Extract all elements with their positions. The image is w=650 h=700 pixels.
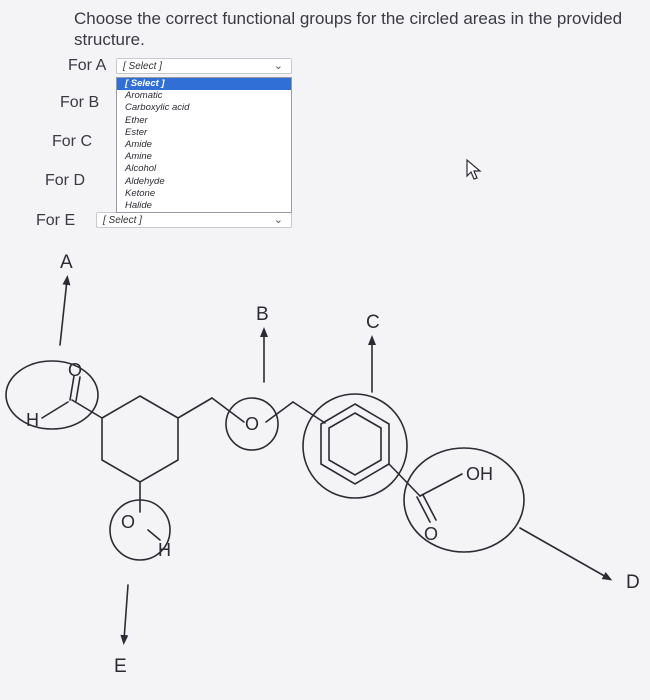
label-c: C: [366, 312, 380, 333]
label-for-d: For D: [45, 172, 85, 189]
bond-o-h: [148, 530, 160, 540]
dropdown-option-amine[interactable]: Amine: [125, 151, 152, 163]
atom-o-ether: O: [245, 414, 260, 434]
label-for-b: For B: [60, 94, 100, 111]
select-for-a-value: [ Select ]: [123, 61, 162, 72]
arrow-a: [60, 280, 67, 345]
bond-co-double-1: [417, 497, 430, 522]
bond-h-c: [42, 402, 68, 418]
cyclohexane-ring: [102, 396, 178, 482]
label-d: D: [626, 572, 640, 593]
benzene-ring: [321, 404, 389, 484]
label-for-c: For C: [52, 133, 92, 150]
atom-o-alcohol: O: [121, 512, 136, 532]
dropdown-option-ether[interactable]: Ether: [125, 114, 148, 126]
dropdown-option-aromatic[interactable]: Aromatic: [125, 90, 163, 102]
chevron-down-icon: ⌄: [273, 60, 283, 72]
atom-o-acid-carbonyl: O: [424, 524, 439, 544]
bond-co-double-2: [423, 495, 436, 520]
arrow-d: [520, 528, 608, 578]
bond-ring-c: [178, 398, 212, 418]
circle-d: [404, 448, 524, 552]
atom-oh-acid: OH: [466, 464, 493, 484]
dropdown-option-ketone[interactable]: Ketone: [125, 187, 156, 199]
dropdown-option-halide[interactable]: Halide: [125, 199, 152, 211]
atom-h-alcohol: H: [158, 540, 171, 560]
dropdown-option-alcohol[interactable]: Alcohol: [125, 163, 157, 175]
select-for-e-value: [ Select ]: [103, 215, 142, 226]
circle-c: [303, 394, 407, 498]
label-a: A: [60, 252, 73, 273]
mouse-cursor-icon: [467, 160, 480, 179]
atom-o-aldehyde: O: [68, 360, 83, 380]
circle-a: [6, 361, 98, 429]
bond-c-o-double-2: [76, 377, 80, 401]
arrow-e: [124, 585, 128, 640]
dropdown-option-ester[interactable]: Ester: [125, 126, 148, 138]
atom-h-aldehyde: H: [26, 410, 39, 430]
dropdown-option-amide[interactable]: Amide: [125, 138, 152, 150]
label-e: E: [114, 656, 127, 677]
question-text: Choose the correct functional groups for the circled areas in the provided structure.: [74, 9, 623, 49]
label-for-a: For A: [68, 57, 107, 74]
dropdown-option-select[interactable]: [ Select ]: [117, 78, 291, 90]
label-b: B: [256, 304, 269, 325]
label-for-e: For E: [36, 212, 76, 229]
bond-ch2-ring: [293, 402, 325, 423]
benzene-inner-ring: [329, 413, 381, 475]
dropdown-option-aldehyde[interactable]: Aldehyde: [125, 175, 165, 187]
chevron-down-icon: ⌄: [273, 214, 283, 226]
dropdown-option-carboxylic-acid[interactable]: Carboxylic acid: [125, 102, 190, 114]
bond-c-oh: [420, 474, 462, 496]
